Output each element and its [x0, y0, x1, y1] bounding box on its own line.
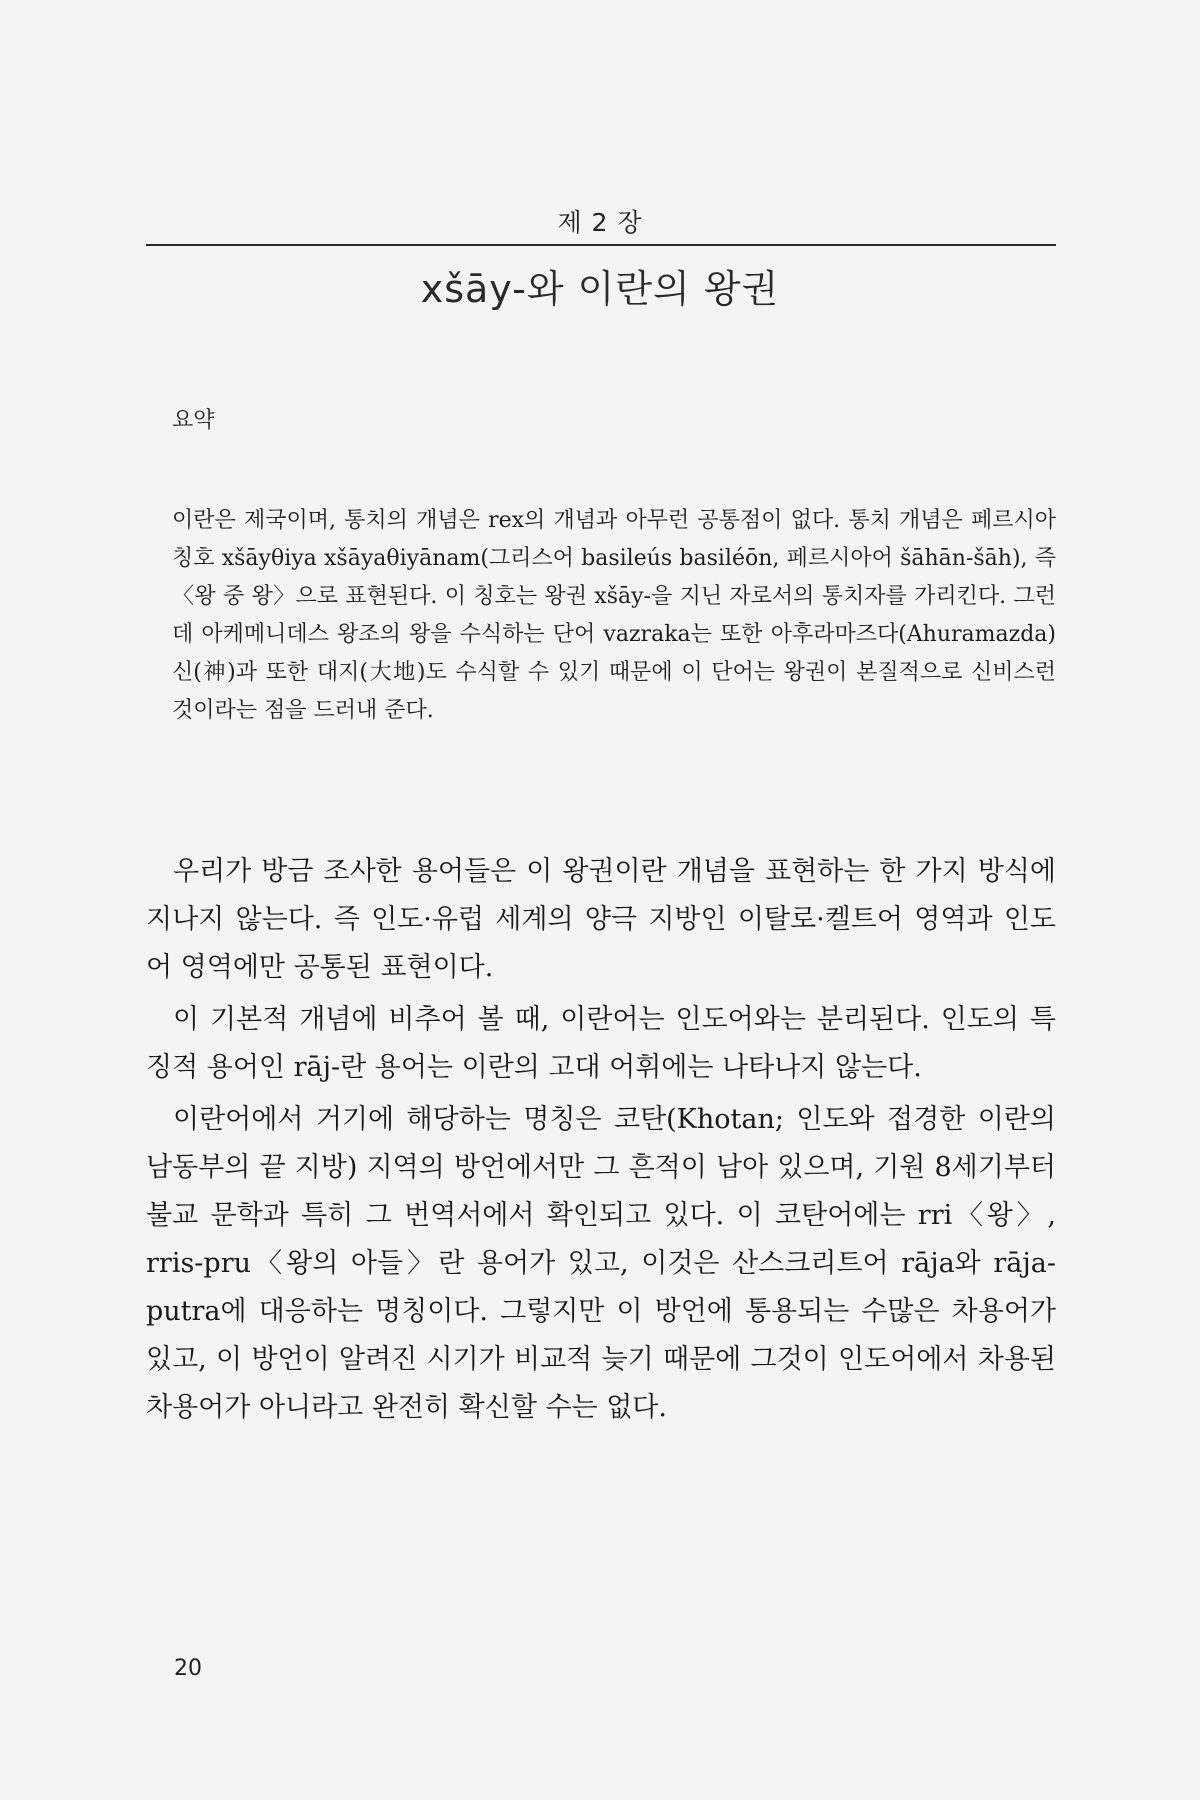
abstract-text: 이란은 제국이며, 통치의 개념은 rex의 개념과 아무런 공통점이 없다. 통치 개념은 페르시아 칭호 xšāyθiya xšāyaθiyānam(그리스어 basileús basiléōn, 페르시아어 šāhān-šāh), 즉 〈왕 중 왕〉으로 표현된다. 이 칭호는 왕권 xšāy-을 지닌 자로서의 통치자를 가리킨다. 그런데 아케메니데스 왕조의 왕을 수식하는 단어 vazraka는 또한 아후라마즈다(Ahuramazda) 신(神)과 또한 대지(大地)도 수식할 수 있기 때문에 이 단어는 왕권이 본질적으로 신비스런 것이라는 점을 드러내 준다. — [172, 508, 1056, 723]
body-paragraph-3: 이란어에서 거기에 해당하는 명칭은 코탄(Khotan; 인도와 접경한 이란의 남동부의 끝 지방) 지역의 방언에서만 그 흔적이 남아 있으며, 기원 8세기부터 불교 문학과 특히 그 번역서에서 확인되고 있다. 이 코탄어에는 rri〈왕〉, rris-pru〈왕의 아들〉란 용어가 있고, 이것은 산스크리트어 rāja와 rāja-putra에 대응하는 명칭이다. 그렇지만 이 방언에 통용되는 수많은 차용어가 있고, 이 방언이 알려진 시기가 비교적 늦기 때문에 그것이 인도어에서 차용된 차용어가 아니라고 완전히 확신할 수는 없다. — [146, 1104, 1056, 1423]
page-number: 20 — [174, 1656, 202, 1681]
abstract-heading: 요약 — [172, 408, 215, 433]
body-text — [146, 848, 1056, 1436]
header-rule — [146, 244, 1056, 246]
body-paragraph-1: 우리가 방금 조사한 용어들은 이 왕권이란 개념을 표현하는 한 가지 방식에 지나지 않는다. 즉 인도·유럽 세계의 양극 지방인 이탈로·켈트어 영역과 인도어 영역에만 공통된 표현이다. — [146, 856, 1056, 983]
chapter-title: xšāy-와 이란의 왕권 — [420, 267, 780, 311]
body-paragraph-2: 이 기본적 개념에 비추어 볼 때, 이란어는 인도어와는 분리된다. 인도의 특징적 용어인 rāj-란 용어는 이란의 고대 어휘에는 나타나지 않는다. — [146, 1004, 1056, 1083]
chapter-label: 제 2 장 — [557, 208, 643, 237]
